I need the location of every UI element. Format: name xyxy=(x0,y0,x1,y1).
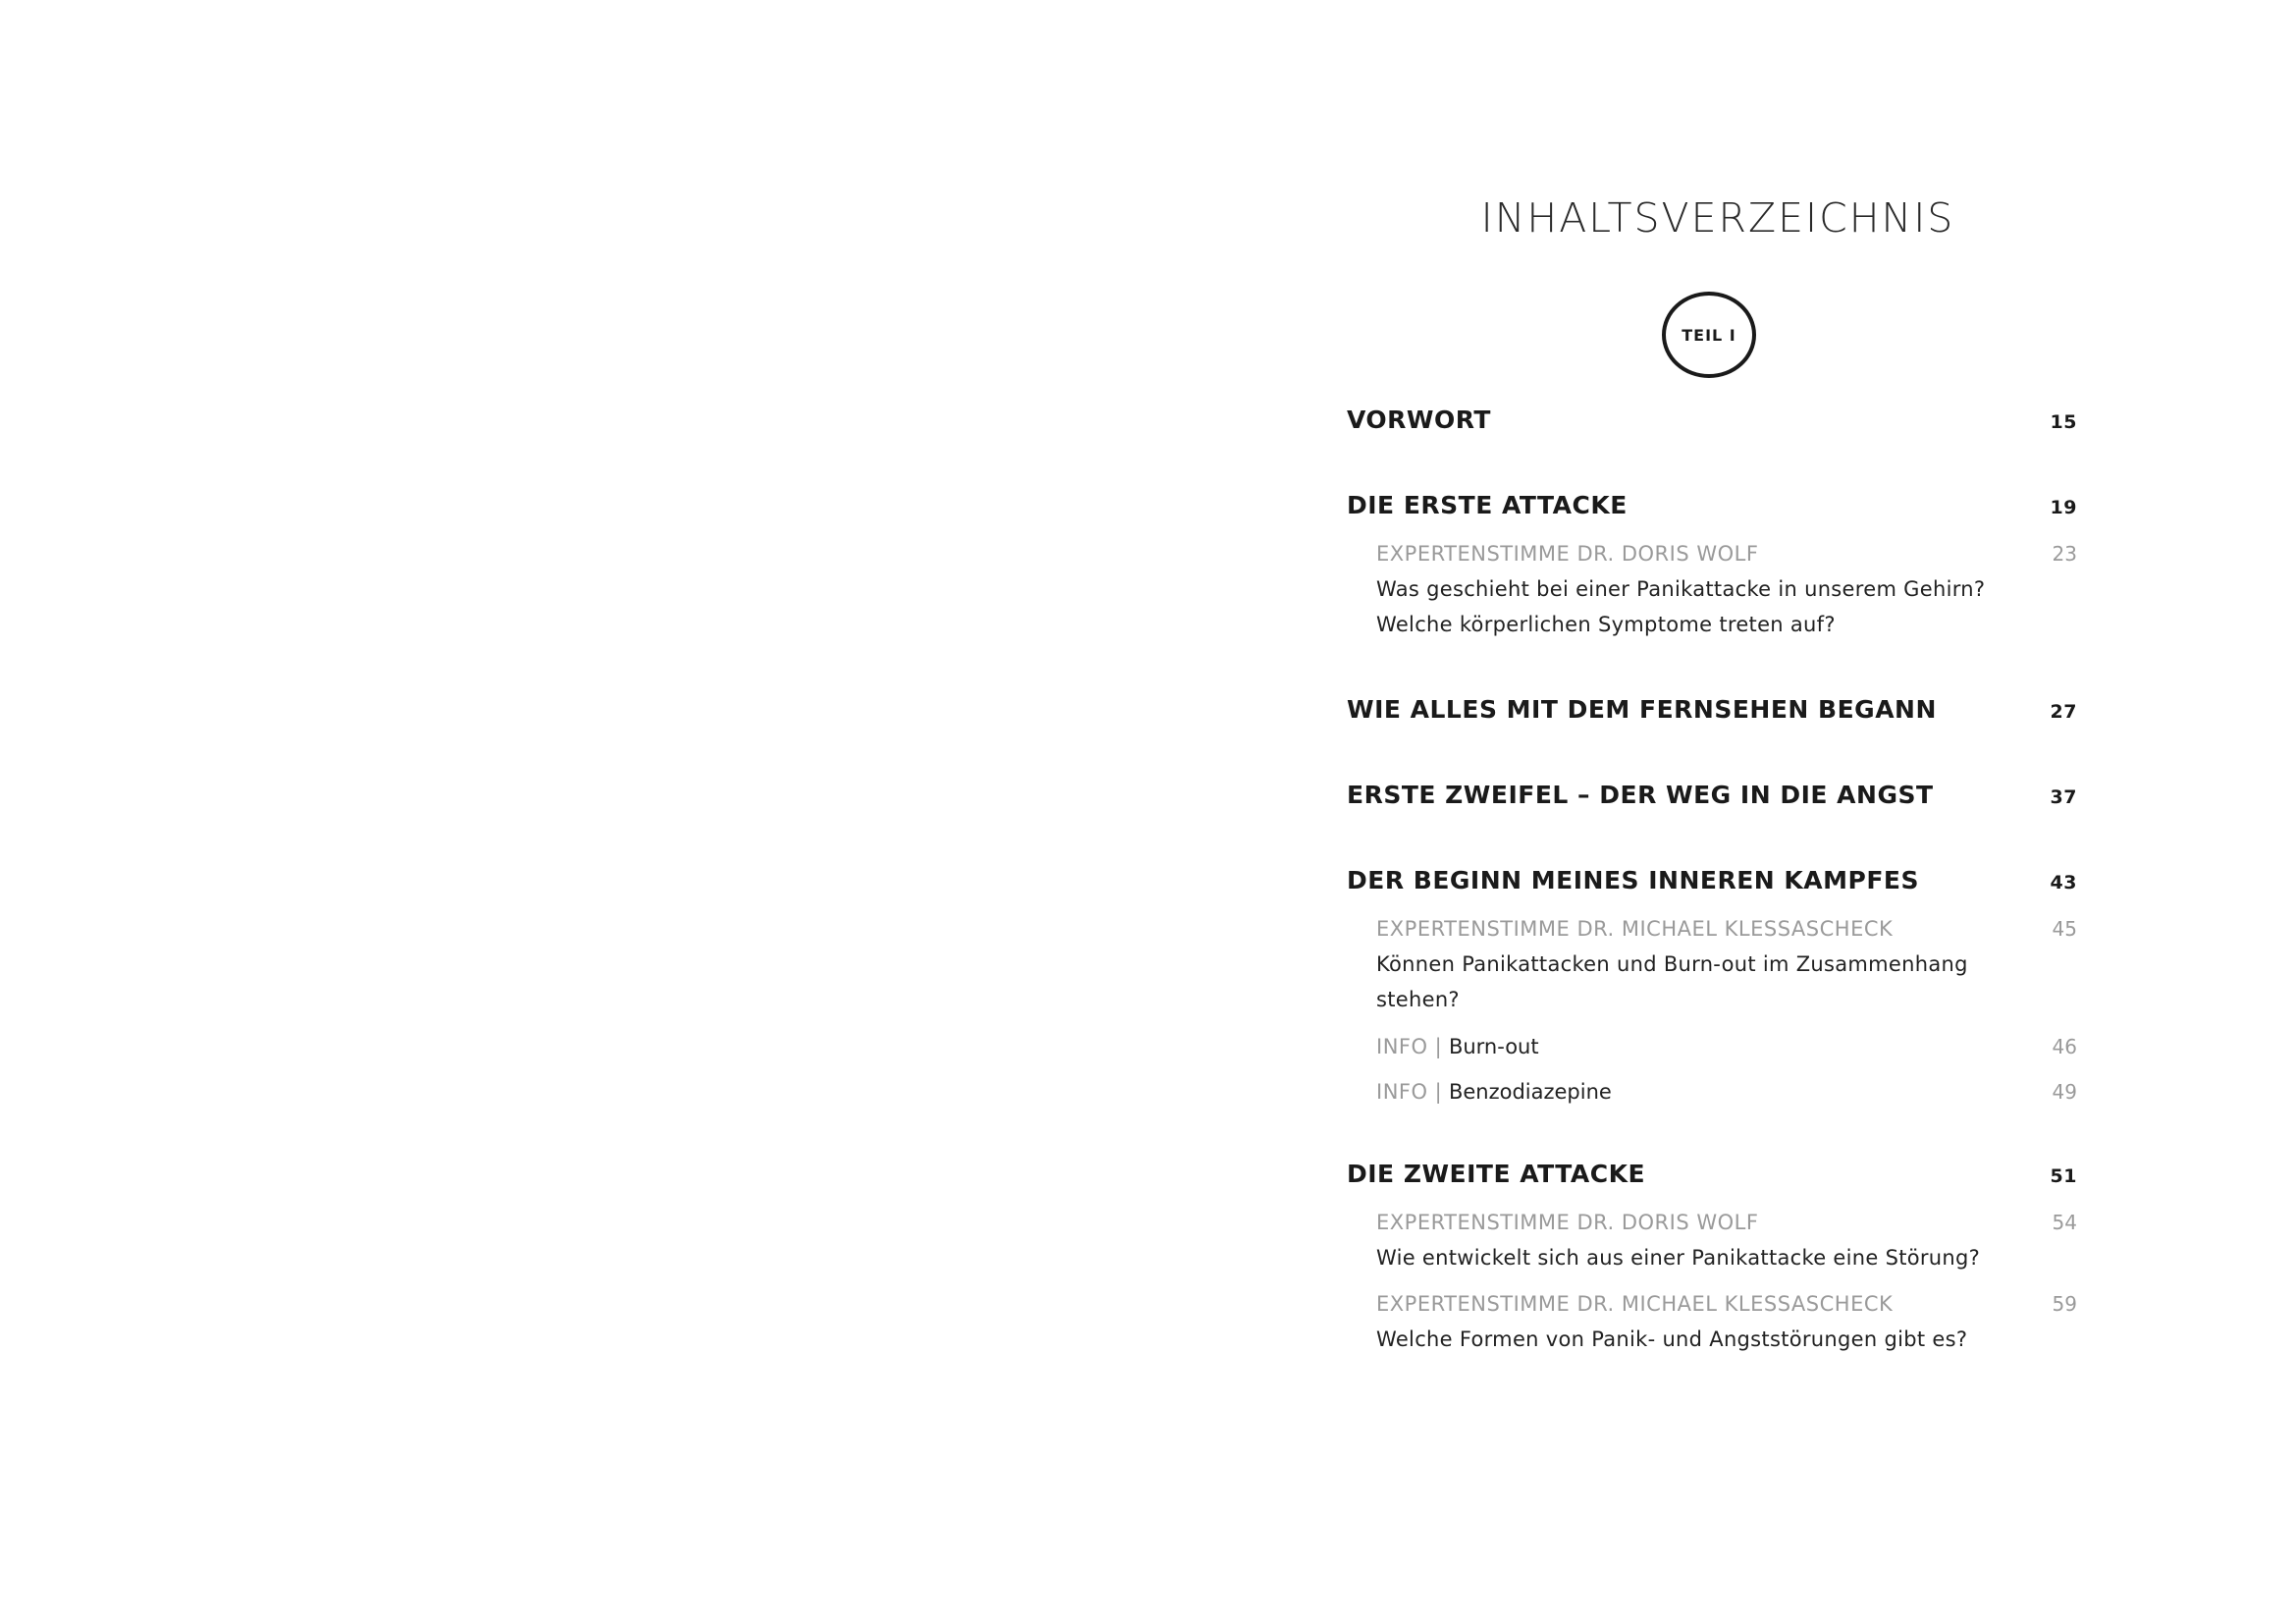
toc-subentry-expert[interactable] xyxy=(1376,536,2077,642)
subentry-label: EXPERTENSTIMME DR. DORIS WOLF xyxy=(1376,1211,1759,1234)
right-page xyxy=(1148,0,2296,1624)
chapter-page: 43 xyxy=(2050,872,2077,893)
chapter-page: 19 xyxy=(2050,497,2077,518)
subentry-description: Wie entwickelt sich aus einer Panikattacke eine Störung? xyxy=(1376,1246,1981,1270)
chapter-page: 51 xyxy=(2050,1165,2077,1187)
subentry-page: 49 xyxy=(2052,1080,2077,1104)
part-badge-label: TEIL I xyxy=(1682,325,1736,345)
chapter-title: WIE ALLES MIT DEM FERNSEHEN BEGANN xyxy=(1347,695,1937,724)
subentry-description: Was geschieht bei einer Panikattacke in unserem Gehirn? xyxy=(1376,577,1986,601)
subentry-page: 59 xyxy=(2052,1292,2077,1316)
subentry-page: 46 xyxy=(2052,1035,2077,1058)
chapter-page: 15 xyxy=(2050,411,2077,433)
subentry-page: 54 xyxy=(2052,1211,2077,1234)
info-text: Burn-out xyxy=(1448,1035,1539,1058)
subentry-description: Können Panikattacken und Burn-out im Zusammenhang xyxy=(1376,952,1968,976)
chapter-title: DIE ERSTE ATTACKE xyxy=(1347,491,1628,519)
subentry-label: EXPERTENSTIMME DR. MICHAEL KLESSASCHECK xyxy=(1376,917,1894,941)
toc-chapter-fernsehen[interactable] xyxy=(1347,694,2077,726)
subentry-page: 45 xyxy=(2052,917,2077,941)
info-label: INFO | xyxy=(1376,1035,1443,1058)
page-title: INHALTSVERZEICHNIS xyxy=(1480,194,1955,242)
chapter-title: VORWORT xyxy=(1347,406,1491,434)
toc-chapter-erste-attacke[interactable] xyxy=(1347,490,2077,521)
toc-subentry-expert[interactable] xyxy=(1376,911,2077,1017)
info-label: INFO | xyxy=(1376,1080,1443,1104)
toc-chapter-zweifel[interactable] xyxy=(1347,780,2077,811)
subentry-page: 23 xyxy=(2052,542,2077,566)
part-badge xyxy=(1662,292,1756,378)
toc-chapter-zweite-attacke[interactable] xyxy=(1347,1159,2077,1190)
subentry-description: stehen? xyxy=(1376,988,1460,1011)
subentry-label: EXPERTENSTIMME DR. DORIS WOLF xyxy=(1376,542,1759,566)
chapter-page: 27 xyxy=(2050,701,2077,723)
chapter-title: DIE ZWEITE ATTACKE xyxy=(1347,1160,1646,1188)
info-text: Benzodiazepine xyxy=(1448,1080,1612,1104)
toc-subentry-info[interactable] xyxy=(1376,1074,2077,1110)
toc-subentry-expert[interactable] xyxy=(1376,1205,2077,1275)
subentry-label: EXPERTENSTIMME DR. MICHAEL KLESSASCHECK xyxy=(1376,1292,1894,1316)
chapter-title: ERSTE ZWEIFEL – DER WEG IN DIE ANGST xyxy=(1347,781,1934,809)
chapter-title: DER BEGINN MEINES INNEREN KAMPFES xyxy=(1347,866,1920,894)
toc-subentry-expert[interactable] xyxy=(1376,1286,2077,1357)
toc-chapter-vorwort[interactable] xyxy=(1347,405,2077,436)
subentry-description: Welche körperlichen Symptome treten auf? xyxy=(1376,613,1836,636)
toc-chapter-kampf[interactable] xyxy=(1347,865,2077,896)
subentry-description: Welche Formen von Panik- und Angststörungen gibt es? xyxy=(1376,1327,1968,1351)
toc-subentry-info[interactable] xyxy=(1376,1029,2077,1064)
chapter-page: 37 xyxy=(2050,786,2077,808)
